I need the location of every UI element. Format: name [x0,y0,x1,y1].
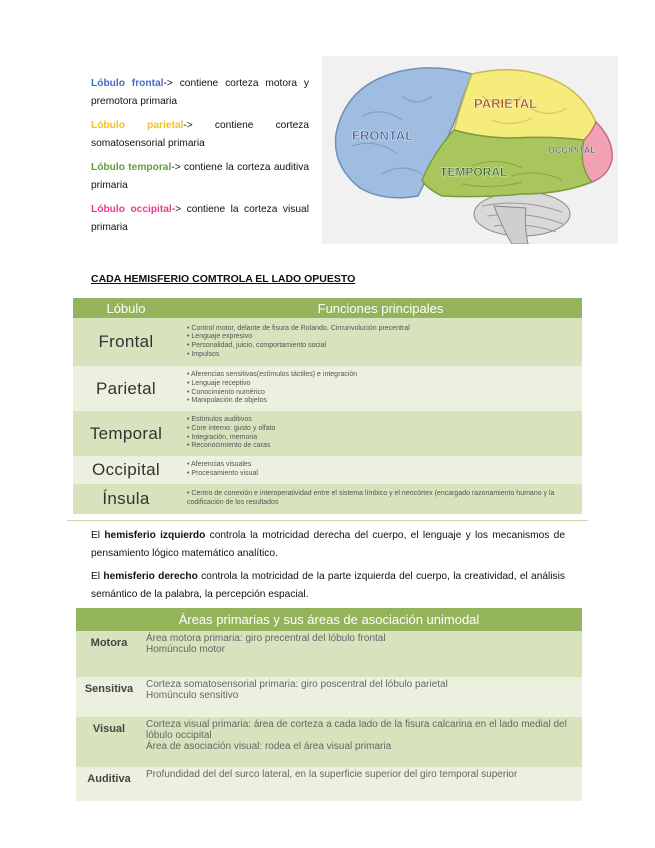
lobe-name: Lóbulo occipital [91,204,172,215]
desc-line: Área motora primaria: giro precentral del lóbulo frontal [146,633,386,644]
functions-cell [179,484,582,514]
function-item: • Aferencias visuales [187,461,578,470]
para-text: controla la motricidad de la parte izquierda del cuerpo, la creatividad, el análisis semántico de la palabra, la percepción espacial. [91,571,566,600]
function-item: • Manipulación de objetos [187,397,578,406]
function-item: • Lenguaje expresivo [187,333,578,342]
lobe-name: Lóbulo frontal [91,78,164,89]
lobe-list [91,75,309,243]
para-text: controla la motricidad derecha del cuerpo, el lenguaje y los mecanismos de pensamiento lógico matemático analítico. [91,530,565,559]
desc-line: Homúnculo sensitivo [146,690,239,701]
functions-cell [179,366,582,411]
para-text: El [91,571,104,582]
table-title: Áreas primarias y sus áreas de asociación unimodal [76,608,582,631]
paragraph-right-hemisphere [91,568,565,603]
lobe-desc: -> contiene la corteza auditiva primaria [91,162,309,191]
table-header-row [76,608,582,631]
function-item: • Estímulos auditivos [187,416,578,425]
area-desc [142,717,582,767]
lobe-item-frontal [91,75,309,110]
table-row [76,631,582,677]
brain-label-temporal: TEMPORAL [440,165,508,179]
table-row [73,411,582,456]
function-item: • Impulsos [187,351,578,360]
lobe-name: Lóbulo parietal [91,120,184,131]
column-header-lobe: Lóbulo [73,298,179,318]
lobe-cell: Parietal [73,366,179,411]
function-item: • Procesamiento visual [187,470,578,479]
lobe-name: Lóbulo temporal [91,162,172,173]
brain-illustration [322,56,618,244]
lobe-item-occipital [91,201,309,236]
lobe-item-parietal [91,117,309,152]
area-desc [142,767,582,801]
functions-cell [179,318,582,366]
lobe-functions-table [73,298,582,514]
desc-line: Profundidad del del surco lateral, en la superficie superior del giro temporal superior [146,769,518,780]
area-desc [142,631,582,677]
lobe-cell: Ínsula [73,484,179,514]
area-desc [142,677,582,717]
paragraph-left-hemisphere [91,527,565,562]
table-row [73,318,582,366]
desc-line: Área de asociación visual: rodea el área visual primaria [146,741,392,752]
table-row [76,767,582,801]
lobe-cell: Temporal [73,411,179,456]
table-row [73,484,582,514]
area-label: Sensitiva [76,677,142,717]
primary-areas-table [76,608,582,801]
function-item: • Centro de conexión e interoperatividad entre el sistema límbico y el neocórtex (encargado razonamiento humano y la codificación de los resultados [187,490,578,507]
function-item: • Conocimiento numérico [187,389,578,398]
para-text: El [91,530,105,541]
para-bold: hemisferio izquierdo [104,530,206,541]
table-header-row [73,298,582,318]
lobe-cell: Frontal [73,318,179,366]
desc-line: Corteza somatosensorial primaria: giro poscentral del lóbulo parietal [146,679,448,690]
desc-line: Corteza visual primaria: área de corteza a cada lado de la fisura calcarina en el lado medial del lóbulo occipital [146,719,567,741]
function-item: • Personalidad, juicio, comportamiento social [187,342,578,351]
area-label: Motora [76,631,142,677]
function-item: • Reconocimiento de caras [187,442,578,451]
function-item: • Aferencias sensitivas(estímulos táctiles) e integración [187,371,578,380]
lobe-desc: -> contiene corteza motora y premotora primaria [91,78,310,107]
divider [67,520,588,521]
area-label: Visual [76,717,142,767]
table-row [76,677,582,717]
para-bold: hemisferio derecho [103,571,198,582]
functions-cell [179,411,582,456]
lobe-desc: -> contiene corteza somatosensorial primaria [91,120,309,149]
function-item: • Core interno: gusto y olfato [187,425,578,434]
table-row [73,456,582,484]
brain-label-occipital: OCCIPITAL [548,145,596,155]
function-item: • Control motor, delante de fisura de Rolando. Circunvolución precentral [187,325,578,334]
function-item: • Lenguaje receptivo [187,380,578,389]
lobe-item-temporal [91,159,309,194]
brain-label-frontal: FRONTAL [352,128,414,143]
section-heading: CADA HEMISFERIO COMTROLA EL LADO OPUESTO [91,273,356,285]
desc-line: Homúnculo motor [146,644,225,655]
column-header-functions: Funciones principales [179,298,582,318]
function-item: • Integración, memoria [187,434,578,443]
lobe-cell: Occipital [73,456,179,484]
table-row [76,717,582,767]
area-label: Auditiva [76,767,142,801]
brain-label-parietal: PARIETAL [474,96,538,111]
table-row [73,366,582,411]
functions-cell [179,456,582,484]
lobe-desc: -> contiene la corteza visual primaria [91,204,309,233]
